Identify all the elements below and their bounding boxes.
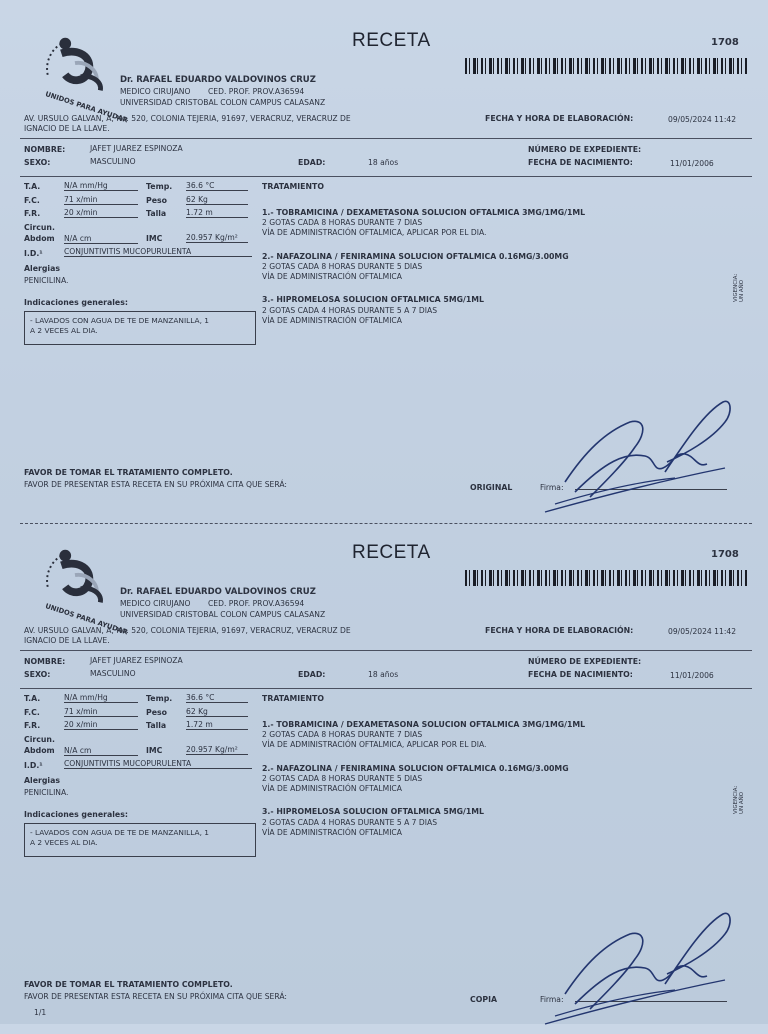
vigencia-note: VIGENCIA: UN AÑO (733, 273, 745, 302)
page-number: 1/1 (34, 1008, 47, 1017)
fr-value: 20 x/min (64, 720, 138, 730)
diagnosis-value: CONJUNTIVITIS MUCOPURULENTA (64, 247, 252, 257)
alergias-label: Alergias (24, 776, 60, 785)
doctor-cedula: CED. PROF. PROV.A36594 (208, 599, 305, 608)
imc-value: 20.957 Kg/m² (186, 233, 248, 243)
med-1-dose: 2 GOTAS CADA 8 HORAS DURANTE 7 DIAS (262, 730, 423, 739)
sexo-label: SEXO: (24, 670, 51, 679)
ta-value: N/A mm/Hg (64, 181, 138, 191)
doctor-university: UNIVERSIDAD CRISTOBAL COLON CAMPUS CALASANZ (120, 610, 326, 619)
talla-label: Talla (146, 721, 167, 730)
prescription-copy (0, 512, 768, 1017)
document-title: RECETA (352, 30, 431, 51)
patient-age: 18 años (368, 158, 399, 167)
med-2-route: VÍA DE ADMINISTRACIÓN OFTALMICA (262, 272, 402, 281)
med-1-name: 1.- TOBRAMICINA / DEXAMETASONA SOLUCION OFTALMICA 3MG/1MG/1ML (262, 208, 586, 217)
ta-label: T.A. (24, 182, 41, 191)
indicaciones-box (24, 311, 256, 345)
tratamiento-label: TRATAMIENTO (262, 182, 324, 191)
fecha-label: FECHA Y HORA DE ELABORACIÓN: (485, 114, 634, 123)
med-1-route: VÍA DE ADMINISTRACIÓN OFTALMICA, APLICAR POR EL DIA. (262, 228, 487, 237)
doctor-name: Dr. RAFAEL EDUARDO VALDOVINOS CRUZ (120, 75, 316, 85)
doctor-cedula: CED. PROF. PROV.A36594 (208, 87, 305, 96)
talla-value: 1.72 m (186, 720, 248, 730)
address-line2: IGNACIO DE LA LLAVE. (24, 636, 110, 645)
med-1-name: 1.- TOBRAMICINA / DEXAMETASONA SOLUCION OFTALMICA 3MG/1MG/1ML (262, 720, 586, 729)
indicaciones-line2: A 2 VECES AL DIA. (30, 838, 98, 847)
indicaciones-line1: - LAVADOS CON AGUA DE TE DE MANZANILLA, 1 (30, 828, 209, 837)
nombre-label: NOMBRE: (24, 657, 66, 666)
med-1-route: VÍA DE ADMINISTRACIÓN OFTALMICA, APLICAR POR EL DIA. (262, 740, 487, 749)
imc-value: 20.957 Kg/m² (186, 745, 248, 755)
expediente-label: NÚMERO DE EXPEDIENTE: (528, 657, 642, 666)
med-2-dose: 2 GOTAS CADA 8 HORAS DURANTE 5 DIAS (262, 262, 423, 271)
circun-label: Circun. (24, 735, 55, 744)
abdom-label: Abdom (24, 746, 55, 755)
indicaciones-line1: - LAVADOS CON AGUA DE TE DE MANZANILLA, 1 (30, 316, 209, 325)
sexo-label: SEXO: (24, 158, 51, 167)
abdom-value: N/A cm (64, 746, 138, 756)
edad-label: EDAD: (298, 158, 326, 167)
clinic-logo (36, 28, 129, 125)
talla-label: Talla (146, 209, 167, 218)
peso-value: 62 Kg (186, 195, 248, 205)
temp-label: Temp. (146, 182, 173, 191)
circun-label: Circun. (24, 223, 55, 232)
barcode (465, 570, 747, 586)
fr-value: 20 x/min (64, 208, 138, 218)
copy-type-label: COPIA (470, 995, 497, 1004)
alergias-value: PENICILINA. (24, 788, 69, 797)
patient-name: JAFET JUAREZ ESPINOZA (90, 144, 183, 153)
patient-sex: MASCULINO (90, 157, 136, 166)
med-2-name: 2.- NAFAZOLINA / FENIRAMINA SOLUCION OFTALMICA 0.16MG/3.00MG (262, 252, 569, 261)
address-line1: AV. URSULO GALVAN, A, No. 520, COLONIA TEJERIA, 91697, VERACRUZ, VERACRUZ DE (24, 114, 351, 123)
peso-label: Peso (146, 196, 167, 205)
nombre-label: NOMBRE: (24, 145, 66, 154)
patient-age: 18 años (368, 670, 399, 679)
id-label: I.D.¹ (24, 761, 43, 770)
footer-next-appointment: FAVOR DE PRESENTAR ESTA RECETA EN SU PRÓXIMA CITA QUE SERÁ: (24, 992, 287, 1001)
logo-text: UNIDOS PARA AYUDAR (44, 90, 129, 125)
vigencia-note: VIGENCIA: UN AÑO (733, 785, 745, 814)
firma-label: Firma: (540, 995, 564, 1004)
nacimiento-label: FECHA DE NACIMIENTO: (528, 158, 633, 167)
address-line1: AV. URSULO GALVAN, A, No. 520, COLONIA TEJERIA, 91697, VERACRUZ, VERACRUZ DE (24, 626, 351, 635)
expediente-label: NÚMERO DE EXPEDIENTE: (528, 145, 642, 154)
temp-value: 36.6 °C (186, 181, 248, 191)
fecha-label: FECHA Y HORA DE ELABORACIÓN: (485, 626, 634, 635)
patient-name: JAFET JUAREZ ESPINOZA (90, 656, 183, 665)
prescription-original (0, 0, 768, 500)
handwritten-signature (535, 392, 735, 522)
footer-complete-treatment: FAVOR DE TOMAR EL TRATAMIENTO COMPLETO. (24, 468, 233, 477)
edad-label: EDAD: (298, 670, 326, 679)
med-1-dose: 2 GOTAS CADA 8 HORAS DURANTE 7 DIAS (262, 218, 423, 227)
fc-value: 71 x/min (64, 195, 138, 205)
folio-number: 1708 (711, 37, 739, 48)
ta-label: T.A. (24, 694, 41, 703)
temp-label: Temp. (146, 694, 173, 703)
indicaciones-label: Indicaciones generales: (24, 810, 128, 819)
barcode (465, 58, 747, 74)
patient-rule (20, 688, 752, 689)
fr-label: F.R. (24, 209, 41, 218)
doctor-specialty: MEDICO CIRUJANO (120, 599, 191, 608)
clinic-logo (36, 540, 129, 637)
footer-complete-treatment: FAVOR DE TOMAR EL TRATAMIENTO COMPLETO. (24, 980, 233, 989)
med-2-name: 2.- NAFAZOLINA / FENIRAMINA SOLUCION OFTALMICA 0.16MG/3.00MG (262, 764, 569, 773)
abdom-value: N/A cm (64, 234, 138, 244)
indicaciones-box (24, 823, 256, 857)
peso-value: 62 Kg (186, 707, 248, 717)
alergias-label: Alergias (24, 264, 60, 273)
temp-value: 36.6 °C (186, 693, 248, 703)
doctor-university: UNIVERSIDAD CRISTOBAL COLON CAMPUS CALASANZ (120, 98, 326, 107)
patient-birthdate: 11/01/2006 (670, 671, 714, 680)
folio-number: 1708 (711, 549, 739, 560)
imc-label: IMC (146, 234, 163, 243)
copy-type-label: ORIGINAL (470, 483, 513, 492)
med-3-name: 3.- HIPROMELOSA SOLUCION OFTALMICA 5MG/1ML (262, 295, 485, 304)
peso-label: Peso (146, 708, 167, 717)
id-label: I.D.¹ (24, 249, 43, 258)
document-title: RECETA (352, 542, 431, 563)
nacimiento-label: FECHA DE NACIMIENTO: (528, 670, 633, 679)
doctor-name: Dr. RAFAEL EDUARDO VALDOVINOS CRUZ (120, 587, 316, 597)
fc-label: F.C. (24, 708, 40, 717)
indicaciones-line2: A 2 VECES AL DIA. (30, 326, 98, 335)
ta-value: N/A mm/Hg (64, 693, 138, 703)
fc-value: 71 x/min (64, 707, 138, 717)
header-rule (20, 138, 752, 139)
med-3-dose: 2 GOTAS CADA 4 HORAS DURANTE 5 A 7 DIAS (262, 306, 438, 315)
address-line2: IGNACIO DE LA LLAVE. (24, 124, 110, 133)
indicaciones-label: Indicaciones generales: (24, 298, 128, 307)
patient-rule (20, 176, 752, 177)
med-3-name: 3.- HIPROMELOSA SOLUCION OFTALMICA 5MG/1ML (262, 807, 485, 816)
header-rule (20, 650, 752, 651)
med-3-route: VÍA DE ADMINISTRACIÓN OFTALMICA (262, 828, 402, 837)
med-2-dose: 2 GOTAS CADA 8 HORAS DURANTE 5 DIAS (262, 774, 423, 783)
imc-label: IMC (146, 746, 163, 755)
patient-sex: MASCULINO (90, 669, 136, 678)
fecha-value: 09/05/2024 11:42 (668, 627, 737, 636)
tratamiento-label: TRATAMIENTO (262, 694, 324, 703)
patient-birthdate: 11/01/2006 (670, 159, 714, 168)
logo-text: UNIDOS PARA AYUDAR (44, 602, 129, 637)
doctor-specialty: MEDICO CIRUJANO (120, 87, 191, 96)
alergias-value: PENICILINA. (24, 276, 69, 285)
talla-value: 1.72 m (186, 208, 248, 218)
med-3-route: VÍA DE ADMINISTRACIÓN OFTALMICA (262, 316, 402, 325)
footer-next-appointment: FAVOR DE PRESENTAR ESTA RECETA EN SU PRÓXIMA CITA QUE SERÁ: (24, 480, 287, 489)
fr-label: F.R. (24, 721, 41, 730)
fecha-value: 09/05/2024 11:42 (668, 115, 737, 124)
diagnosis-value: CONJUNTIVITIS MUCOPURULENTA (64, 759, 252, 769)
abdom-label: Abdom (24, 234, 55, 243)
firma-label: Firma: (540, 483, 564, 492)
med-3-dose: 2 GOTAS CADA 4 HORAS DURANTE 5 A 7 DIAS (262, 818, 438, 827)
fc-label: F.C. (24, 196, 40, 205)
med-2-route: VÍA DE ADMINISTRACIÓN OFTALMICA (262, 784, 402, 793)
handwritten-signature (535, 904, 735, 1034)
